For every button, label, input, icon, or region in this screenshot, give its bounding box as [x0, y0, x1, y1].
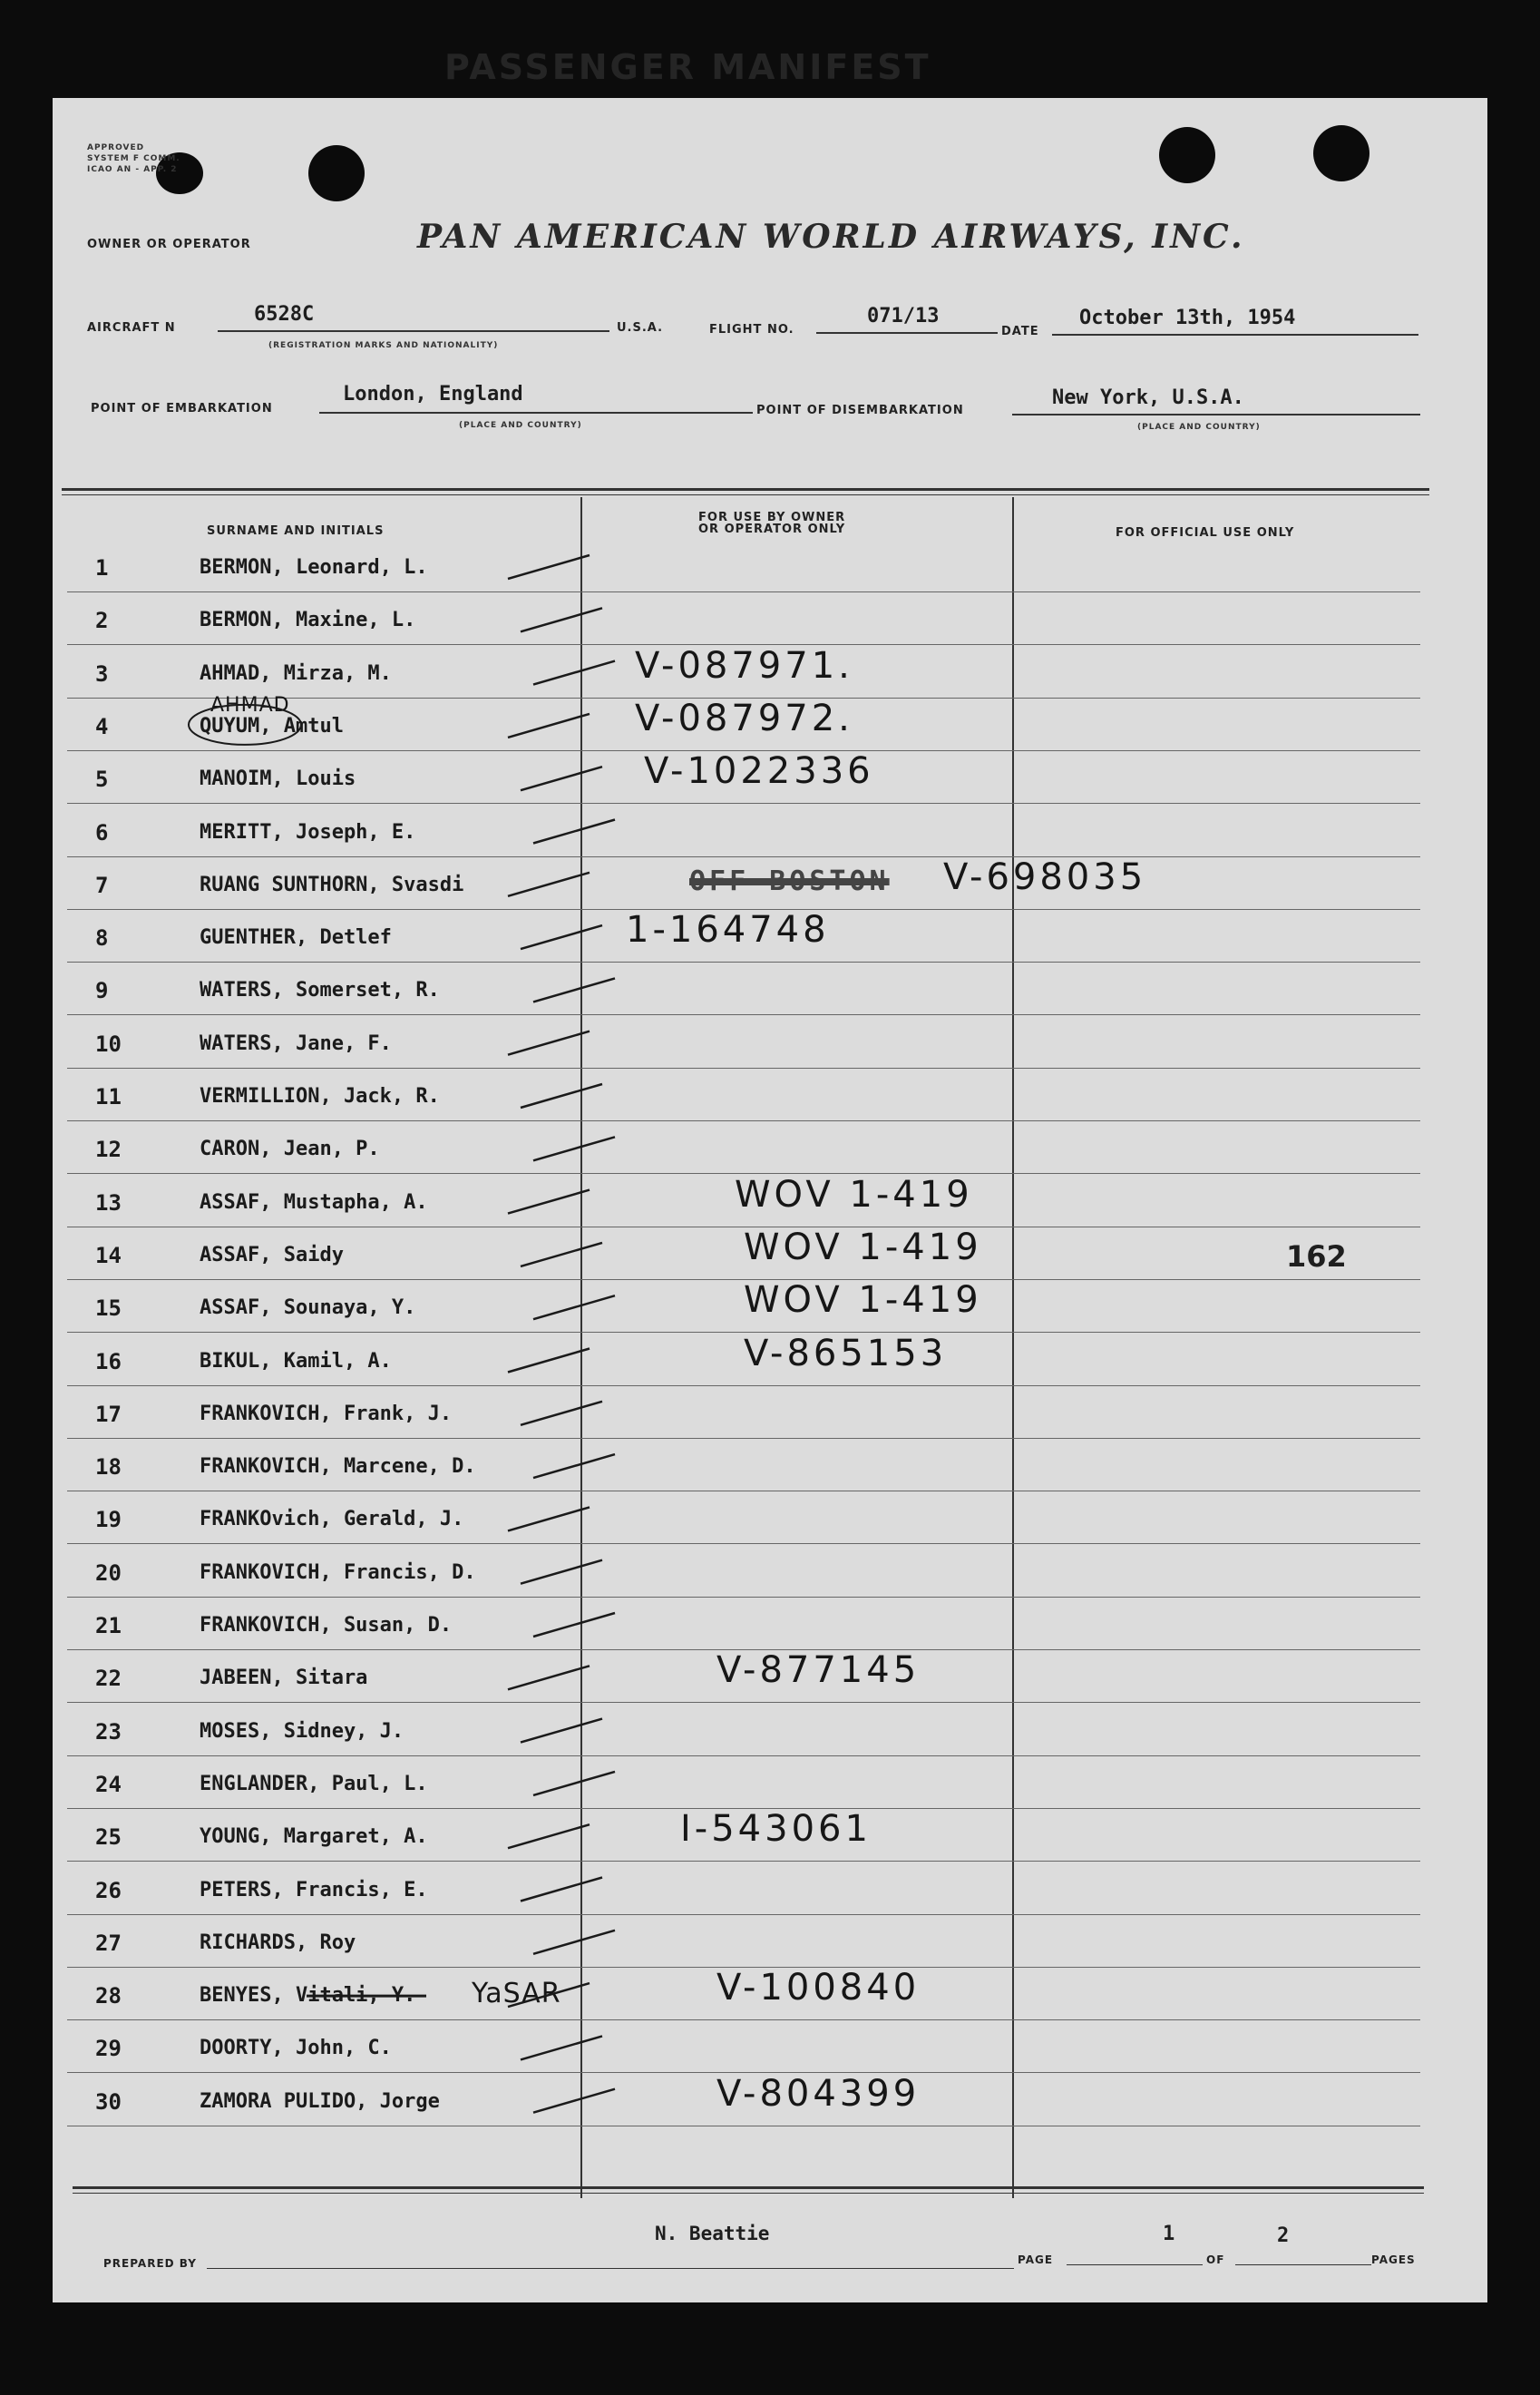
col-header-owner: FOR USE BY OWNER OR OPERATOR ONLY: [698, 511, 846, 536]
passenger-name: CARON, Jean, P.: [200, 1138, 380, 1161]
row-number: 13: [95, 1189, 122, 1216]
passenger-name: AHMAD, Mirza, M.: [200, 661, 392, 685]
owner-entry: V-087972.: [635, 697, 853, 739]
pages-label: PAGES: [1371, 2253, 1416, 2266]
owner-label: OWNER OR OPERATOR: [87, 238, 251, 251]
check-mark: [508, 714, 590, 738]
handwritten-annotation: AHMAD: [210, 693, 290, 717]
aircraft-value: 6528C: [254, 303, 315, 326]
check-mark: [521, 1560, 602, 1584]
row-number: 6: [95, 819, 109, 846]
signer-name: N. Beattie: [655, 2223, 770, 2244]
row-number: 20: [95, 1559, 122, 1586]
check-mark: [533, 1931, 615, 1954]
owner-entry: V-877145: [716, 1649, 921, 1692]
passenger-name: FRANKOVICH, Francis, D.: [200, 1560, 476, 1584]
check-mark: [521, 1878, 602, 1901]
official-entry: V-698035: [943, 855, 1147, 898]
passenger-name: JABEEN, Sitara: [200, 1667, 368, 1690]
flight-label: FLIGHT NO.: [709, 323, 794, 337]
page-number: 1: [1163, 2223, 1175, 2245]
row-number: 9: [95, 978, 109, 1004]
check-mark: [508, 1666, 590, 1689]
check-mark: [521, 1084, 602, 1108]
check-mark: [508, 1031, 590, 1055]
page-label: PAGE: [1018, 2253, 1054, 2266]
check-mark: [533, 820, 615, 844]
pages-total: 2: [1277, 2224, 1290, 2247]
row-number: 30: [95, 2088, 122, 2115]
owner-entry: WOV 1-419: [735, 1173, 973, 1216]
check-mark: [533, 1772, 615, 1795]
row-number: 22: [95, 1666, 122, 1692]
passenger-name: YOUNG, Margaret, A.: [200, 1825, 428, 1849]
check-mark: [521, 608, 602, 631]
passenger-name: BENYES, Vitali, Y.: [200, 1984, 416, 2008]
aircraft-label: AIRCRAFT N: [87, 321, 176, 335]
row-number: 15: [95, 1295, 122, 1322]
row-number: 25: [95, 1824, 122, 1851]
row-number: 17: [95, 1401, 122, 1427]
check-mark: [533, 2089, 615, 2113]
passenger-name: MOSES, Sidney, J.: [200, 1719, 404, 1743]
aircraft-caption: (REGISTRATION MARKS AND NATIONALITY): [268, 341, 499, 350]
row-number: 18: [95, 1454, 122, 1481]
row-number: 14: [95, 1242, 122, 1268]
owner-entry: V-087971.: [635, 644, 853, 687]
row-number: 16: [95, 1348, 122, 1374]
row-number: 19: [95, 1507, 122, 1533]
col-header-official: FOR OFFICIAL USE ONLY: [1116, 526, 1295, 540]
passenger-name: ZAMORA PULIDO, Jorge: [200, 2089, 440, 2113]
check-mark: [508, 873, 590, 896]
passenger-name: ASSAF, Saidy: [200, 1243, 344, 1266]
row-number: 3: [95, 660, 109, 687]
embark-label: POINT OF EMBARKATION: [91, 402, 273, 415]
row-number: 29: [95, 2036, 122, 2062]
passenger-name: RUANG SUNTHORN, Svasdi: [200, 873, 464, 896]
check-mark: [533, 661, 615, 685]
row-number: 12: [95, 1137, 122, 1163]
row-number: 1: [95, 555, 109, 581]
col-header-names: SURNAME AND INITIALS: [207, 524, 385, 538]
row-number: 2: [95, 608, 109, 634]
check-mark: [533, 1137, 615, 1160]
prepared-label: PREPARED BY: [103, 2257, 197, 2270]
of-label: OF: [1206, 2253, 1225, 2266]
check-mark: [508, 1983, 590, 2007]
check-mark: [521, 767, 602, 790]
circle-mark: [189, 705, 301, 745]
row-number: 5: [95, 767, 109, 793]
usa-label: U.S.A.: [617, 321, 664, 335]
check-mark: [521, 1402, 602, 1425]
check-mark: [508, 1824, 590, 1848]
passenger-name: FRANKOvich, Gerald, J.: [200, 1508, 464, 1531]
page-title: PASSENGER MANIFEST: [444, 47, 931, 87]
owner-entry: V-100840: [716, 1967, 921, 2009]
handwritten-annotation: YaSAR: [472, 1978, 561, 2010]
passenger-name: DOORTY, John, C.: [200, 2037, 392, 2060]
airline-name: PAN AMERICAN WORLD AIRWAYS, INC.: [417, 218, 1245, 256]
passenger-name: WATERS, Jane, F.: [200, 1031, 392, 1055]
row-number: 11: [95, 1084, 122, 1110]
embark-value: London, England: [343, 383, 523, 406]
approval-line-3: ICAO AN - APP. 2: [87, 165, 178, 174]
passenger-name: ASSAF, Sounaya, Y.: [200, 1296, 416, 1320]
check-mark: [533, 1613, 615, 1637]
row-number: 28: [95, 1983, 122, 2009]
check-mark: [533, 1295, 615, 1319]
check-mark: [533, 978, 615, 1002]
check-mark: [508, 1349, 590, 1373]
approval-line-1: APPROVED: [87, 143, 145, 152]
passenger-name: BIKUL, Kamil, A.: [200, 1349, 392, 1373]
owner-entry: V-865153: [744, 1332, 948, 1374]
owner-entry: WOV 1-419: [744, 1279, 982, 1322]
passenger-name: FRANKOVICH, Marcene, D.: [200, 1455, 476, 1479]
owner-entry: 1-164748: [626, 909, 830, 952]
owner-entry: OFF BOSTON: [689, 865, 890, 897]
check-mark: [508, 1190, 590, 1214]
passenger-name: QUYUM, Amtul: [200, 714, 344, 738]
flight-value: 071/13: [867, 305, 940, 327]
check-mark: [521, 2036, 602, 2059]
passenger-name: PETERS, Francis, E.: [200, 1878, 428, 1901]
embark-caption: (PLACE AND COUNTRY): [459, 421, 582, 430]
check-mark: [508, 1507, 590, 1530]
passenger-name: RICHARDS, Roy: [200, 1931, 356, 1954]
passenger-name: FRANKOVICH, Susan, D.: [200, 1614, 453, 1637]
passenger-name: VERMILLION, Jack, R.: [200, 1085, 440, 1108]
owner-entry: WOV 1-419: [744, 1226, 982, 1268]
row-number: 23: [95, 1718, 122, 1745]
date-value: October 13th, 1954: [1079, 307, 1296, 329]
official-entry: 162: [1286, 1238, 1347, 1274]
owner-entry: V-804399: [716, 2072, 921, 2115]
passenger-name: MANOIM, Louis: [200, 767, 356, 791]
passenger-name: MERITT, Joseph, E.: [200, 820, 416, 844]
passenger-name: FRANKOVICH, Frank, J.: [200, 1402, 453, 1425]
disembark-value: New York, U.S.A.: [1052, 386, 1244, 409]
row-number: 26: [95, 1877, 122, 1903]
row-number: 4: [95, 713, 109, 739]
row-number: 21: [95, 1613, 122, 1638]
check-mark: [521, 925, 602, 949]
row-number: 7: [95, 872, 109, 898]
check-mark: [521, 1243, 602, 1266]
row-number: 24: [95, 1771, 122, 1797]
owner-entry: V-1022336: [644, 750, 874, 793]
disembark-label: POINT OF DISEMBARKATION: [756, 404, 964, 417]
check-mark: [533, 1454, 615, 1478]
disembark-caption: (PLACE AND COUNTRY): [1137, 423, 1261, 432]
check-mark: [521, 1719, 602, 1743]
row-number: 8: [95, 925, 109, 952]
passenger-name: WATERS, Somerset, R.: [200, 979, 440, 1002]
check-mark: [508, 555, 590, 579]
date-label: DATE: [1001, 325, 1039, 338]
approval-line-2: SYSTEM F COMM.: [87, 154, 180, 163]
row-number: 10: [95, 1031, 122, 1057]
passenger-name: ENGLANDER, Paul, L.: [200, 1772, 428, 1795]
passenger-name: GUENTHER, Detlef: [200, 926, 392, 950]
owner-entry: I-543061: [680, 1808, 872, 1851]
row-number: 27: [95, 1930, 122, 1956]
passenger-name: BERMON, Maxine, L.: [200, 609, 416, 632]
passenger-name: ASSAF, Mustapha, A.: [200, 1190, 428, 1214]
passenger-name: BERMON, Leonard, L.: [200, 556, 428, 579]
